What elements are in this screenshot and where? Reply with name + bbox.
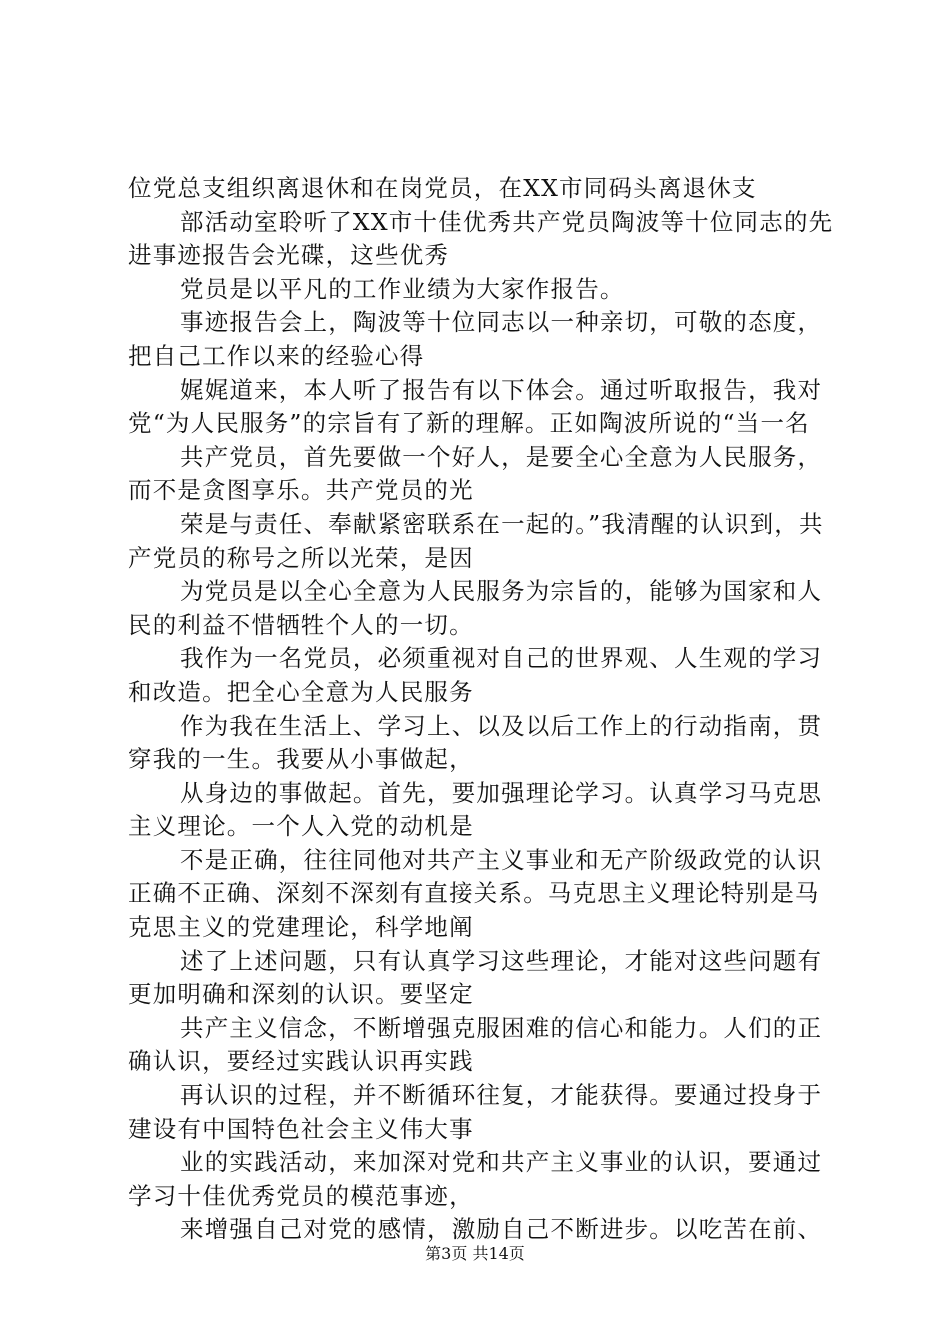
paragraph-2: 部活动室聆听了XX市十佳优秀共产党员陶波等十位同志的先进事迹报告会光碟，这些优秀: [128, 207, 834, 270]
paragraph-9: 我作为一名党员，必须重视对自己的世界观、人生观的学习和改造。把全心全意为人民服务: [128, 644, 823, 706]
document-body: [128, 172, 838, 1247]
paragraph-13: 述了上述问题，只有认真学习这些理论，才能对这些问题有更加明确和深刻的认识。要坚定: [128, 946, 823, 1009]
paragraph-3: 党员是以平凡的工作业绩为大家作报告。: [180, 274, 625, 303]
paragraph-4: 事迹报告会上，陶波等十位同志以一种亲切，可敬的态度，把自己工作以来的经验心得: [128, 308, 823, 370]
paragraph-16: 业的实践活动，来加深对党和共产主义事业的认识，要通过学习十佳优秀党员的模范事迹，: [128, 1148, 823, 1210]
paragraph-11: 从身边的事做起。首先，要加强理论学习。认真学习马克思主义理论。一个人入党的动机是: [128, 778, 823, 841]
paragraph-7: 荣是与责任、奉献紧密联系在一起的。”我清醒的认识到，共产党员的称号之所以光荣，是因: [128, 509, 824, 572]
paragraph-17: 来增强自己对党的感情，激励自己不断进步。以吃苦在前、: [180, 1215, 823, 1244]
paragraph-10: 作为我在生活上、学习上、以及以后工作上的行动指南，贯穿我的一生。我要从小事做起，: [128, 711, 823, 774]
page-footer: [0, 1244, 950, 1264]
page-number: 第3页 共14页: [425, 1244, 525, 1263]
paragraph-8: 为党员是以全心全意为人民服务为宗旨的，能够为国家和人民的利益不惜牺牲个人的一切。: [128, 577, 823, 639]
paragraph-1: 位党总支组织离退休和在岗党员，在XX市同码头离退休支: [128, 174, 757, 202]
paragraph-5: 娓娓道来，本人听了报告有以下体会。通过听取报告，我对党“为人民服务”的宗旨有了新的理解。正如陶波所说的“当一名: [128, 375, 823, 438]
paragraph-15: 再认识的过程，并不断循环往复，才能获得。要通过投身于建设有中国特色社会主义伟大事: [128, 1081, 823, 1143]
paragraph-14: 共产主义信念，不断增强克服困难的信心和能力。人们的正确认识，要经过实践认识再实践: [128, 1013, 823, 1076]
paragraph-6: 共产党员，首先要做一个好人，是要全心全意为人民服务，而不是贪图享乐。共产党员的光: [128, 442, 823, 505]
paragraph-12: 不是正确，往往同他对共产主义事业和无产阶级政党的认识正确不正确、深刻不深刻有直接关系。马克思主义理论特别是马克思主义的党建理论，科学地阐: [128, 845, 823, 942]
